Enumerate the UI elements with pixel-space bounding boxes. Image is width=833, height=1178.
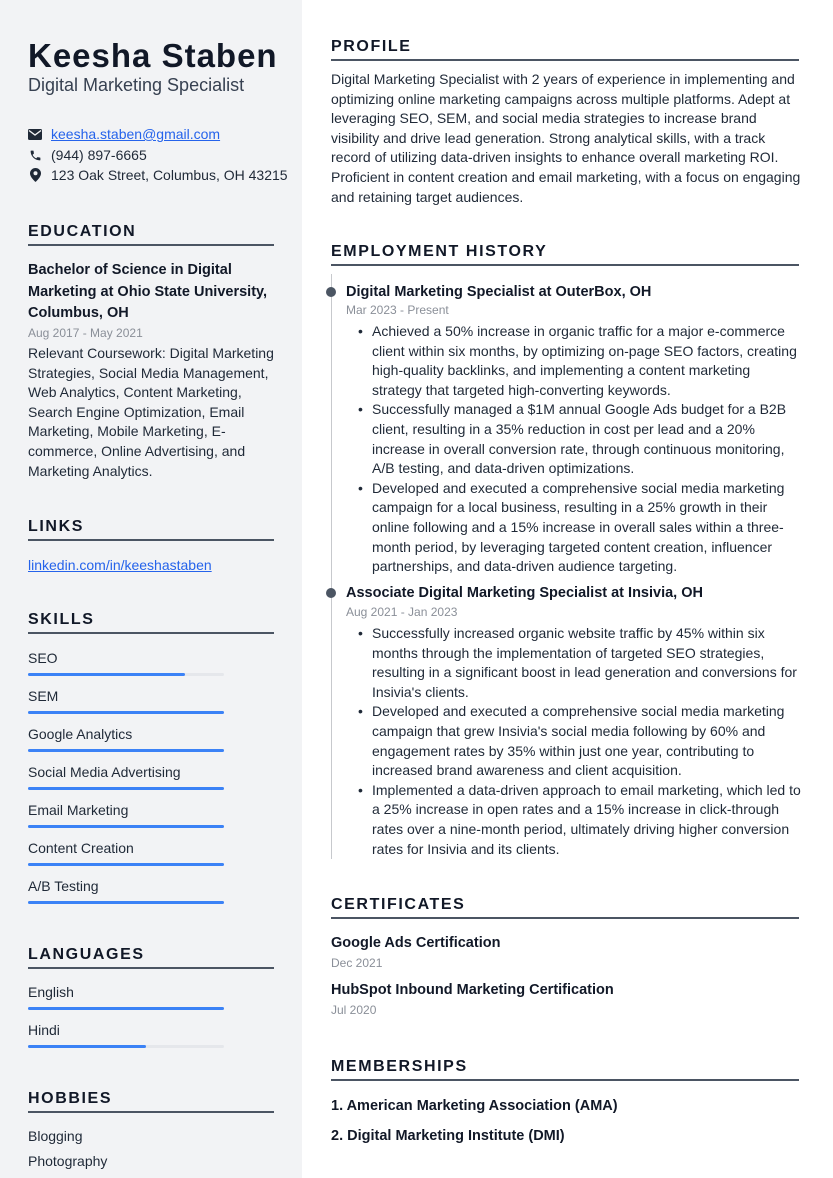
email-link[interactable]: keesha.staben@gmail.com	[51, 126, 221, 142]
skill-bar-fill	[28, 825, 224, 828]
education-date: Aug 2017 - May 2021	[28, 326, 143, 340]
education-description: Relevant Coursework: Digital Marketing Strategies, Social Media Management, Web Analytics, Content Marketing, Search Engine Optimization, Email Marketing, Mobile Marketing, E-commerce, Online Advertising, and Marketing Analytics.	[28, 345, 274, 479]
links-divider	[28, 539, 274, 541]
skill-bar	[28, 901, 224, 904]
main-content	[331, 0, 799, 1178]
job-bullet: • Achieved a 50% increase in organic traffic for a major e-commerce client within six months, by optimizing on-page SEO factors, creating high-quality backlinks, and implementing a content marketing strategy that targeted high-converting keywords.	[356, 322, 801, 400]
skill-label: SEO	[28, 650, 58, 666]
languages-heading: LANGUAGES	[28, 946, 145, 963]
hobby-item: Photography	[28, 1153, 108, 1169]
hobbies-divider	[28, 1111, 274, 1113]
education-heading: EDUCATION	[28, 223, 137, 240]
profile-divider	[331, 59, 799, 61]
language-bar-fill	[28, 1007, 224, 1010]
address: 123 Oak Street, Columbus, OH 43215	[51, 167, 288, 183]
skill-bar-fill	[28, 711, 224, 714]
job-bullet: • Developed and executed a comprehensive social media marketing campaign that grew Insivia's social media following by 60% and engagement rates by 35% within just one year, contributing to increased brand awareness and client acquisition.	[356, 702, 801, 780]
education-divider	[28, 244, 274, 246]
skill-label: SEM	[28, 688, 59, 704]
employment-heading: EMPLOYMENT HISTORY	[331, 243, 548, 260]
profile-summary: Digital Marketing Specialist with 2 years of experience in implementing and optimizing online marketing campaigns across multiple platforms. Adept at leveraging SEO, SEM, and social media strategies to increase brand visibility and drive lead generation. Strong analytical skills, with a track record of utilizing data-driven insights to enhance overall marketing ROI. Proficient in content creation and email marketing, with a focus on engaging and retaining target audiences.	[331, 71, 801, 205]
skill-bar-fill	[28, 901, 224, 904]
map-pin-icon	[28, 168, 42, 182]
contact-phone-row	[28, 146, 147, 164]
job-bullets	[356, 624, 801, 859]
membership-item: 2. Digital Marketing Institute (DMI)	[331, 1128, 565, 1144]
certificate-name: HubSpot Inbound Marketing Certification	[331, 982, 614, 998]
skills-heading: SKILLS	[28, 611, 95, 628]
job-bullet: • Implemented a data-driven approach to email marketing, which led to a 25% increase in open rates and a 15% increase in click-through rates over a nine-month period, ultimately driving higher conversion rates for Insivia and its clients.	[356, 781, 801, 859]
job-bullets	[356, 322, 801, 577]
phone-number: (944) 897-6665	[51, 147, 147, 163]
skill-label: A/B Testing	[28, 878, 99, 894]
membership-item: 1. American Marketing Association (AMA)	[331, 1098, 618, 1114]
skill-bar	[28, 863, 224, 866]
candidate-name: Keesha Staben	[28, 37, 278, 74]
hobby-item: Blogging	[28, 1128, 83, 1144]
job-bullet: • Successfully managed a $1M annual Google Ads budget for a B2B client, resulting in a 35% reduction in cost per lead and a 20% increase in overall conversion rate, through continuous monitoring, A/B testing, and data-driven optimizations.	[356, 400, 801, 478]
job-title: Digital Marketing Specialist at OuterBox, OH	[346, 284, 652, 300]
job-title: Associate Digital Marketing Specialist at Insivia, OH	[346, 585, 703, 601]
education-degree: Bachelor of Science in Digital Marketing at Ohio State University, Columbus, OH	[28, 262, 268, 321]
languages-divider	[28, 967, 274, 969]
certificate-date: Dec 2021	[331, 956, 383, 970]
contact-email-row	[28, 125, 220, 143]
language-label: Hindi	[28, 1022, 60, 1038]
skill-label: Social Media Advertising	[28, 764, 181, 780]
job-bullet: • Successfully increased organic website traffic by 45% within six months through the implementation of targeted SEO strategies, resulting in a significant boost in lead generation and conversions for Insivia's clients.	[356, 624, 801, 702]
language-bar	[28, 1007, 224, 1010]
certificate-date: Jul 2020	[331, 1003, 377, 1017]
memberships-divider	[331, 1079, 799, 1081]
skill-label: Email Marketing	[28, 802, 129, 818]
skill-bar	[28, 825, 224, 828]
skill-bar	[28, 749, 224, 752]
profile-heading: PROFILE	[331, 38, 412, 55]
certificate-name: Google Ads Certification	[331, 935, 501, 951]
contact-address-row	[28, 166, 288, 184]
hobbies-heading: HOBBIES	[28, 1090, 113, 1107]
skill-label: Google Analytics	[28, 726, 133, 742]
skill-bar	[28, 673, 224, 676]
envelope-icon	[28, 127, 42, 141]
job-bullet: • Developed and executed a comprehensive social media marketing campaign for a local business, resulting in a 25% growth in their online following and a 15% increase in overall sales within a three-month period, by leveraging targeted content creation, influencer partnerships, and data-driven audience targeting.	[356, 479, 801, 577]
language-bar-fill	[28, 1045, 146, 1048]
skill-bar	[28, 787, 224, 790]
employment-divider	[331, 264, 799, 266]
sidebar	[0, 0, 302, 1178]
skill-bar-fill	[28, 863, 224, 866]
skill-bar-fill	[28, 673, 185, 676]
candidate-title: Digital Marketing Specialist	[28, 75, 245, 95]
certificates-divider	[331, 917, 799, 919]
skill-bar-fill	[28, 749, 224, 752]
phone-icon	[28, 148, 42, 162]
language-bar	[28, 1045, 224, 1048]
timeline-dot	[326, 287, 336, 297]
linkedin-link[interactable]: linkedin.com/in/keeshastaben	[28, 557, 212, 573]
skill-label: Content Creation	[28, 840, 134, 856]
timeline-line	[331, 274, 332, 859]
language-label: English	[28, 984, 74, 1000]
certificates-heading: CERTIFICATES	[331, 896, 466, 913]
skills-divider	[28, 632, 274, 634]
skill-bar-fill	[28, 787, 224, 790]
job-date: Mar 2023 - Present	[346, 303, 449, 317]
skill-bar	[28, 711, 224, 714]
timeline-dot	[326, 588, 336, 598]
links-heading: LINKS	[28, 518, 84, 535]
job-date: Aug 2021 - Jan 2023	[346, 605, 458, 619]
memberships-heading: MEMBERSHIPS	[331, 1058, 468, 1075]
